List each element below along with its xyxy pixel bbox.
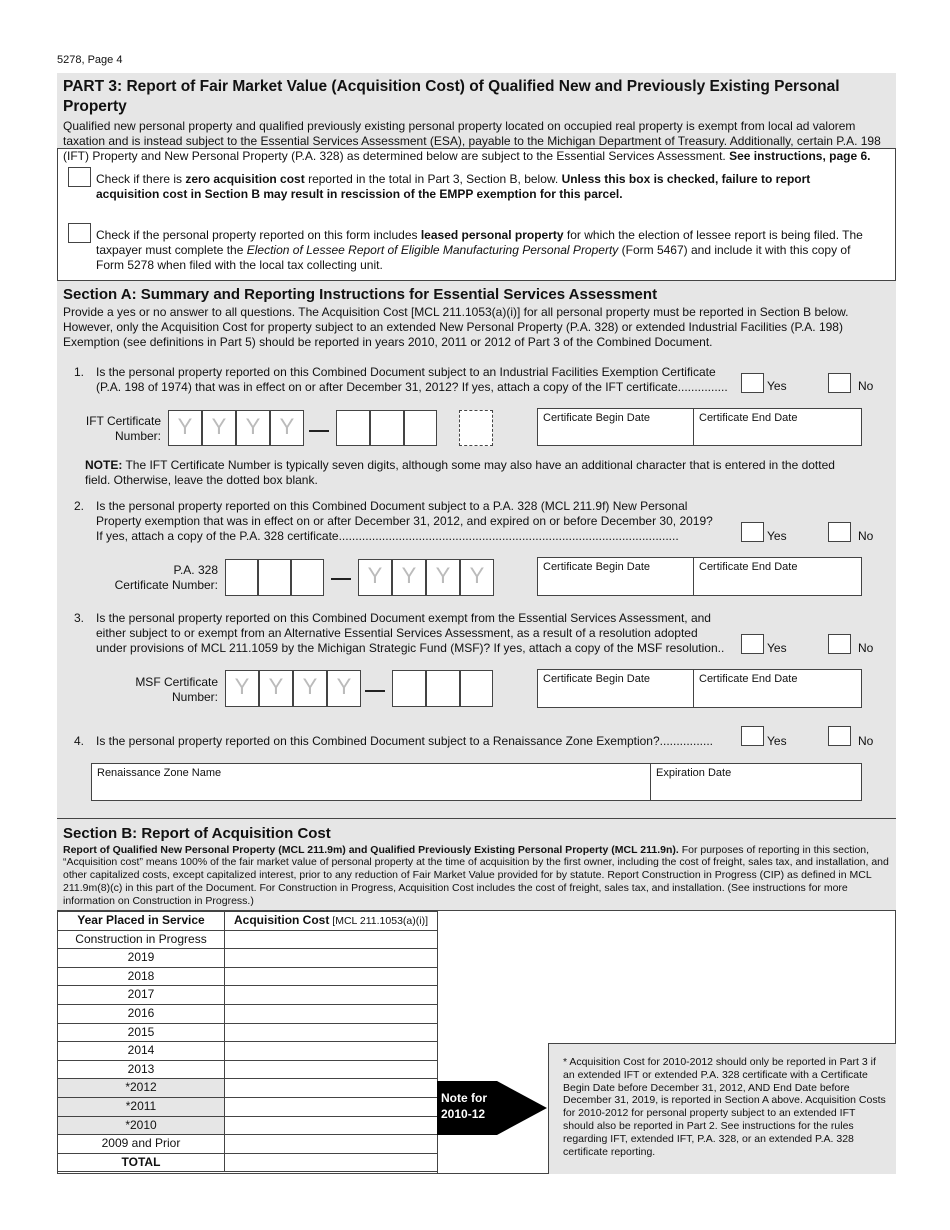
- ift-dash: [309, 430, 329, 432]
- q4-yes-checkbox[interactable]: [741, 726, 764, 746]
- msf-cert-end-date[interactable]: Certificate End Date: [699, 673, 798, 685]
- ift-digit-3[interactable]: Y: [236, 410, 270, 446]
- section-a: [57, 281, 896, 818]
- zero-acquisition-checkbox[interactable]: [68, 167, 91, 187]
- q2-yes-checkbox[interactable]: [741, 522, 764, 542]
- year-cell: 2019: [58, 949, 225, 968]
- acquisition-cost-input[interactable]: [225, 949, 438, 968]
- table-row: [58, 930, 438, 949]
- pa328-cert-end-date[interactable]: Certificate End Date: [699, 561, 798, 573]
- acquisition-cost-input[interactable]: [225, 986, 438, 1005]
- year-cell: 2014: [58, 1042, 225, 1061]
- year-cell: *2011: [58, 1097, 225, 1116]
- leased-property-checkbox[interactable]: [68, 223, 91, 243]
- q1-no-label: No: [858, 379, 874, 393]
- q3-text: Is the personal property reported on this Combined Document exempt from the Essential Services Assessment, and either subject to or exempt from an Alternative Essential Services Assessment, as a result of a resolution adopted under provisions of MCL 211.1059 by the Michigan Strategic Fund (MSF)? If yes, attach a copy of the MSF resolution..: [96, 611, 725, 655]
- pa328-digit-4[interactable]: Y: [358, 559, 392, 596]
- pa328-cert-dates: [537, 557, 862, 596]
- msf-digit-5[interactable]: [392, 670, 426, 707]
- q4-no-label: No: [858, 734, 874, 748]
- q4-text: Is the personal property reported on this Combined Document subject to a Renaissance Zone Exemption?................: [96, 734, 713, 748]
- col-cost-header: Acquisition Cost [MCL 211.1053(a)(i)]: [225, 912, 438, 931]
- msf-digit-2[interactable]: Y: [259, 670, 293, 707]
- pa328-digit-3[interactable]: [291, 559, 324, 596]
- q3-no-label: No: [858, 641, 874, 655]
- acquisition-cost-input[interactable]: [225, 1135, 438, 1154]
- q2-no-label: No: [858, 529, 874, 543]
- ift-digit-2[interactable]: Y: [202, 410, 236, 446]
- acquisition-cost-input[interactable]: [225, 1153, 438, 1172]
- pa328-dash: [331, 578, 351, 580]
- q4-no-checkbox[interactable]: [828, 726, 851, 746]
- ift-cert-label: IFT Certificate Number:: [85, 414, 161, 443]
- table-row: [58, 986, 438, 1005]
- q4-yes-label: Yes: [767, 734, 787, 748]
- ift-digit-7[interactable]: [404, 410, 437, 446]
- q1-yes-label: Yes: [767, 379, 787, 393]
- year-cell: 2013: [58, 1060, 225, 1079]
- note-arrow-line1: Note for: [441, 1091, 487, 1105]
- table-row: [58, 1060, 438, 1079]
- acquisition-cost-input[interactable]: [225, 1097, 438, 1116]
- q3-yes-label: Yes: [767, 641, 787, 655]
- ift-cert-dates: [537, 408, 862, 446]
- part3-header: [57, 73, 896, 164]
- q2-no-checkbox[interactable]: [828, 522, 851, 542]
- msf-cert-dates: [537, 669, 862, 708]
- table-row: [58, 1042, 438, 1061]
- ift-extra-char-field[interactable]: [459, 410, 493, 446]
- q1-text: Is the personal property reported on this Combined Document subject to an Industrial Facilities Exemption Certificate (P.A. 198 of 1974) that was in effect on or after December 31, 2012? If yes, attach a copy of the IFT certificate...............: [96, 365, 728, 394]
- q2-text: Is the personal property reported on this Combined Document subject to a P.A. 328 (MCL 211.9f) New Personal Property exemption that was in effect on or after December 31, 2012, and expired on or before December 30, 2019? If yes, attach a copy of the P.A. 328 certificate......................................................................................................: [96, 499, 713, 543]
- year-cell: 2016: [58, 1004, 225, 1023]
- table-row: [58, 1153, 438, 1172]
- ift-note: NOTE: The IFT Certificate Number is typically seven digits, although some may also have an additional character that is entered in the dotted field. Otherwise, leave the dotted box blank.: [85, 458, 835, 487]
- q4-number: 4.: [74, 734, 85, 748]
- acquisition-cost-input[interactable]: [225, 1116, 438, 1135]
- table-row: [58, 967, 438, 986]
- ift-digit-4[interactable]: Y: [270, 410, 304, 446]
- q1-yes-checkbox[interactable]: [741, 373, 764, 393]
- ift-cert-begin-date[interactable]: Certificate Begin Date: [538, 409, 694, 445]
- q1-no-checkbox[interactable]: [828, 373, 851, 393]
- ift-cert-end-date[interactable]: Certificate End Date: [699, 412, 798, 424]
- table-row: [58, 1079, 438, 1098]
- q3-yes-checkbox[interactable]: [741, 634, 764, 654]
- acquisition-cost-input[interactable]: [225, 1004, 438, 1023]
- msf-digit-6[interactable]: [426, 670, 460, 707]
- renaissance-expiration-date-field[interactable]: Expiration Date: [656, 767, 732, 779]
- q2-number: 2.: [74, 499, 85, 513]
- year-cell: 2015: [58, 1023, 225, 1042]
- q1-number: 1.: [74, 365, 85, 379]
- part3-intro: Qualified new personal property and qualified previously existing personal property located on occupied real property is exempt from local ad valorem taxation and is instead subject to the Essential Services Assessment (ESA), payable to the Michigan Department of Treasury. Additionally, certain P.A. 198 (IFT) Property and New Personal Property (P.A. 328) as determined below are subject to the Essential Services Assessment. See instructions, page 6.: [63, 119, 881, 164]
- part3-title: PART 3: Report of Fair Market Value (Acquisition Cost) of Qualified New and Previously Existing Personal Property: [63, 78, 840, 116]
- renaissance-zone-name-field[interactable]: Renaissance Zone Name: [92, 764, 651, 800]
- acquisition-cost-input[interactable]: [225, 1023, 438, 1042]
- acquisition-cost-input[interactable]: [225, 1060, 438, 1079]
- msf-digit-4[interactable]: Y: [327, 670, 361, 707]
- section-b: [57, 818, 896, 911]
- section-b-title: Section B: Report of Acquisition Cost: [63, 825, 331, 842]
- msf-cert-begin-date[interactable]: Certificate Begin Date: [538, 670, 694, 707]
- acquisition-cost-input[interactable]: [225, 1042, 438, 1061]
- ift-digit-5[interactable]: [336, 410, 370, 446]
- year-cell: TOTAL: [58, 1153, 225, 1172]
- pa328-digit-7[interactable]: Y: [460, 559, 494, 596]
- q2-yes-label: Yes: [767, 529, 787, 543]
- year-cell: *2012: [58, 1079, 225, 1098]
- note-arrow: [437, 1081, 547, 1135]
- msf-dash: [365, 690, 385, 692]
- pa328-cert-label: P.A. 328 Certificate Number:: [114, 563, 218, 592]
- acquisition-cost-input[interactable]: [225, 930, 438, 949]
- pa328-digit-2[interactable]: [258, 559, 291, 596]
- pa328-cert-begin-date[interactable]: Certificate Begin Date: [538, 558, 694, 595]
- year-cell: *2010: [58, 1116, 225, 1135]
- pa328-digit-1[interactable]: [225, 559, 258, 596]
- acquisition-cost-table: [57, 911, 438, 1172]
- table-row: [58, 1097, 438, 1116]
- col-year-header: Year Placed in Service: [58, 912, 225, 931]
- page-label: 5278, Page 4: [57, 54, 123, 66]
- msf-cert-label: MSF Certificate Number:: [135, 675, 218, 704]
- q3-no-checkbox[interactable]: [828, 634, 851, 654]
- pa328-digit-6[interactable]: Y: [426, 559, 460, 596]
- table-row: [58, 1004, 438, 1023]
- q3-number: 3.: [74, 611, 85, 625]
- pa328-digit-5[interactable]: Y: [392, 559, 426, 596]
- ift-digit-1[interactable]: Y: [168, 410, 202, 446]
- leased-property-text: Check if the personal property reported on this form includes leased personal property for which the election of lessee report is being filed. The taxpayer must complete the Election of Lessee Report of Eligible Manufacturing Personal Property (Form 5467) and include it with this copy of Form 5278 when filed with the local tax collecting unit.: [96, 228, 863, 272]
- year-cell: 2009 and Prior: [58, 1135, 225, 1154]
- note-arrow-line2: 2010-12: [441, 1107, 486, 1121]
- ift-digit-6[interactable]: [370, 410, 404, 446]
- table-row: [58, 1023, 438, 1042]
- msf-digit-1[interactable]: Y: [225, 670, 259, 707]
- table-row: [58, 1116, 438, 1135]
- year-cell: Construction in Progress: [58, 930, 225, 949]
- section-b-intro: Report of Qualified New Personal Property (MCL 211.9m) and Qualified Previously Existing Personal Property (MCL 211.9n). For purposes of reporting in this section, “Acquisition cost” means 100% of the fair market value of personal property at the time of acquisition by the first owner, including the cost of freight, sales tax, and installation, and other capitalized costs, except capitalized interest, prior to any reduction of Fair Market Value provided for by statute. Report Construction in Progress (CIP) as defined in MCL 211.9m(8)(c) in this part of the Document. For Construction in Progress, Acquisition Cost includes the cost of freight, sales tax, and installation. (See instructions for more information on Construction in Progress.): [63, 843, 889, 907]
- table-row: [58, 949, 438, 968]
- acquisition-cost-input[interactable]: [225, 1079, 438, 1098]
- section-a-title: Section A: Summary and Reporting Instructions for Essential Services Assessment: [63, 286, 658, 303]
- msf-digit-3[interactable]: Y: [293, 670, 327, 707]
- msf-digit-7[interactable]: [460, 670, 493, 707]
- acquisition-cost-input[interactable]: [225, 967, 438, 986]
- section-a-intro: Provide a yes or no answer to all questions. The Acquisition Cost [MCL 211.1053(a)(i)] for all personal property must be reported in Section B below. However, only the Acquisition Cost for property subject to an extended New Personal Property (P.A. 328) or extended Industrial Facilities (P.A. 198) Exemption (see definitions in Part 5) should be reported in years 2010, 2011 or 2012 of Part 3 of the Combined Document.: [63, 305, 849, 349]
- table-row: [58, 1135, 438, 1154]
- year-cell: 2018: [58, 967, 225, 986]
- zero-acquisition-text: Check if there is zero acquisition cost reported in the total in Part 3, Section B, below. Unless this box is checked, failure to report acquisition cost in Section B may result in rescission of the EMPP exemption for this parcel.: [96, 172, 811, 201]
- renaissance-zone-box: [91, 763, 862, 801]
- footnote-box: * Acquisition Cost for 2010-2012 should only be reported in Part 3 if an extended IFT or extended P.A. 328 certificate with a Certificate Begin Date before December 31, 2012, AND End Date before December 31, 2019, is reported in Section A above. Acquisition Costs for 2010-2012 for personal property subject to an extended IFT should also be reported in Part 2. See instructions for the rules regarding IFT, extended IFT, P.A. 328, or an extended P.A. 328 certificate reporting.: [548, 1043, 896, 1174]
- year-cell: 2017: [58, 986, 225, 1005]
